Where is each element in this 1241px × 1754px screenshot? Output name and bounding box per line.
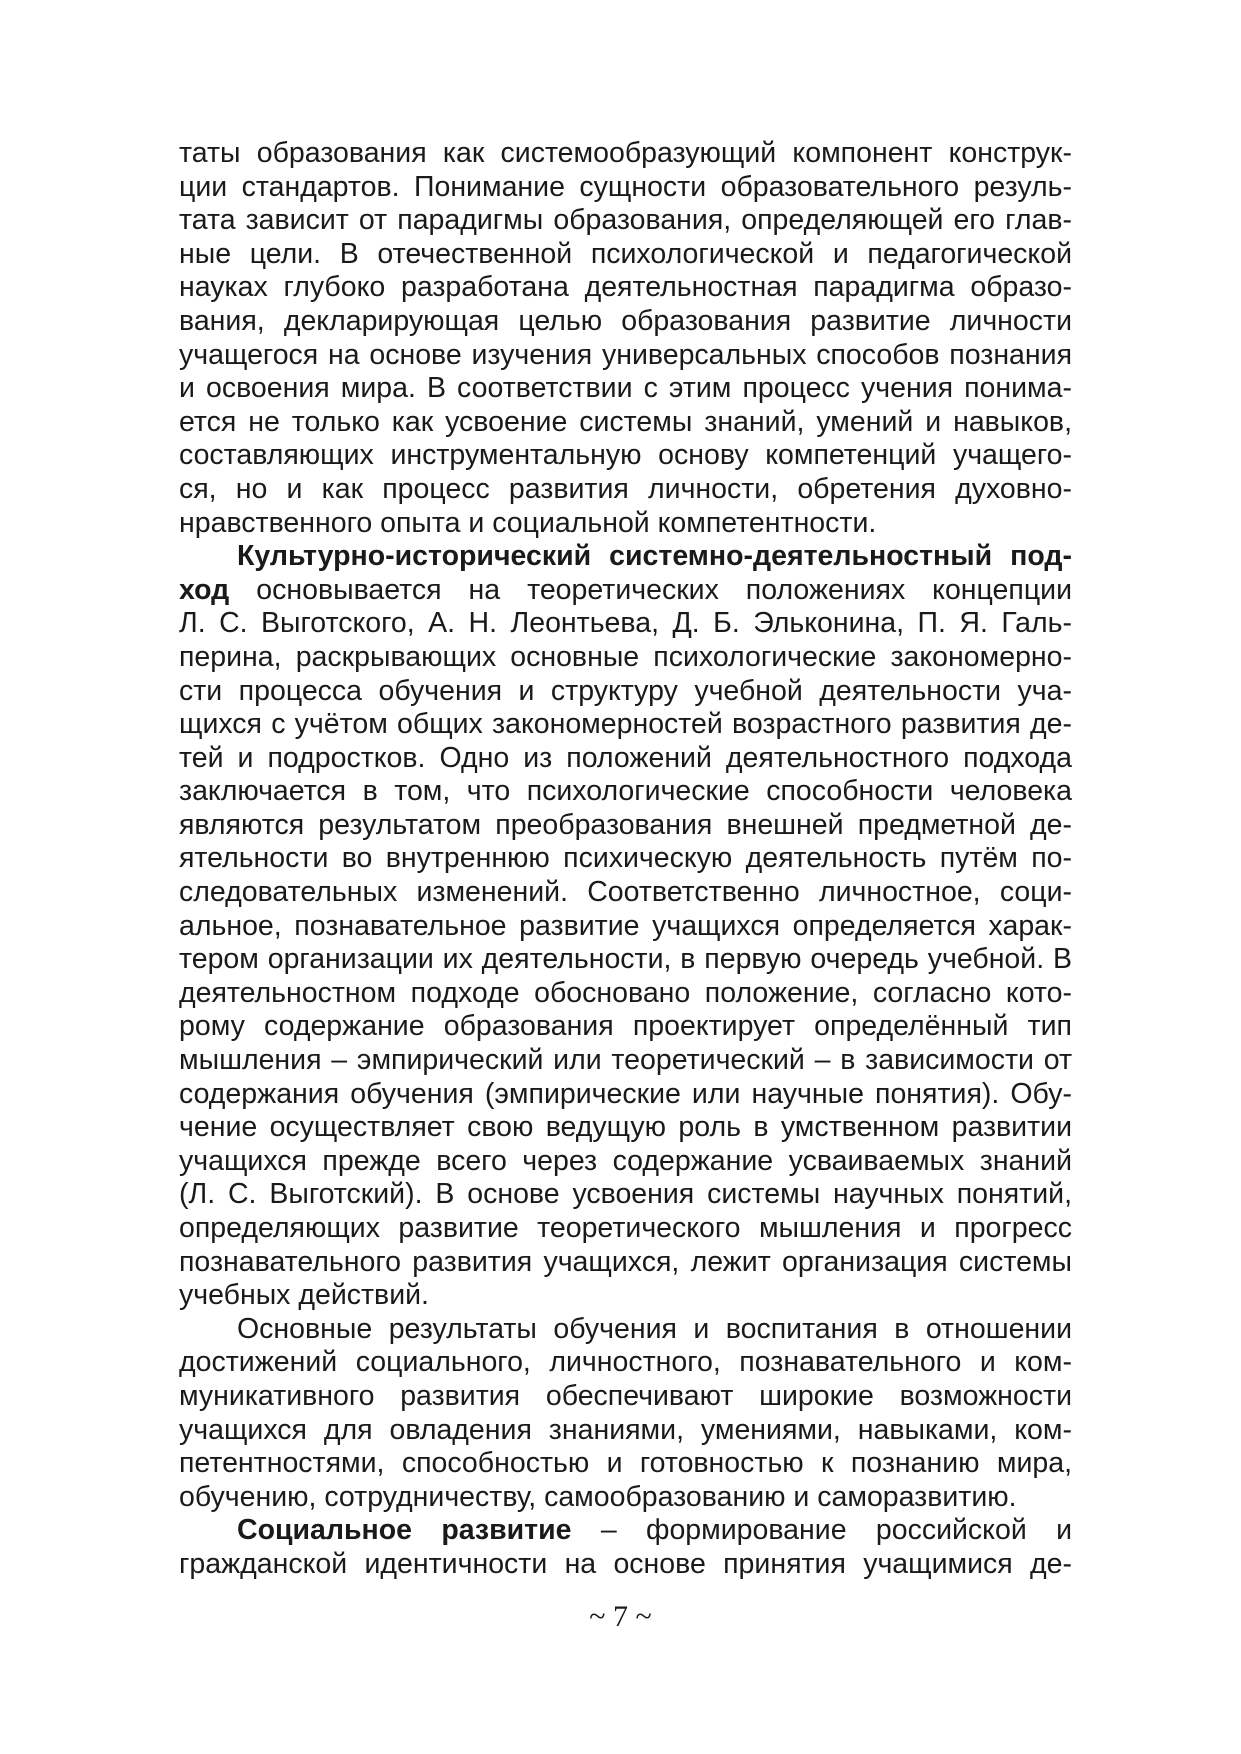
text-line: обучению, сотрудничеству, самообразованию и саморазвитию. xyxy=(179,1480,1017,1513)
text-line: познавательного развития учащихся, лежит организация системы xyxy=(179,1245,1072,1278)
text-fragment: основывается на теоретических положениях концепции xyxy=(256,573,1073,606)
text-line: ции стандартов. Понимание сущности образовательного резуль- xyxy=(179,170,1072,203)
text-line: заключается в том, что психологические способности человека xyxy=(179,775,1072,808)
text-fragment: – формирование российской и xyxy=(600,1514,1072,1547)
text-line: петентностями, способностью и готовностью к познанию мира, xyxy=(179,1447,1072,1480)
text-line: рому содержание образования проектирует определённый тип xyxy=(179,1010,1072,1043)
text-line xyxy=(179,1514,1072,1548)
page-body xyxy=(179,137,1072,1582)
text-line xyxy=(179,574,1072,608)
text-line: перина, раскрывающих основные психологические закономерно- xyxy=(179,640,1072,673)
text-line: науках глубоко разработана деятельностная парадигма образо- xyxy=(179,271,1072,304)
paragraph-continuation xyxy=(179,137,1072,540)
text-line: вания, декларирующая целью образования развитие личности xyxy=(179,304,1072,337)
text-line: составляющих инструментальную основу компетенций учащего- xyxy=(179,439,1072,472)
text-line: сти процесса обучения и структуру учебной деятельности уча- xyxy=(179,674,1072,707)
text-line: содержания обучения (эмпирические или научные понятия). Обу- xyxy=(179,1077,1072,1110)
text-line: определяющих развитие теоретического мышления и прогресс xyxy=(179,1212,1072,1244)
text-line: учащегося на основе изучения универсальных способов познания xyxy=(179,338,1072,371)
text-line: (Л. С. Выготский). В основе усвоения системы научных понятий, xyxy=(179,1178,1072,1211)
text-line: ятельности во внутреннюю психическую деятельность путём по- xyxy=(179,842,1072,875)
text-line: учебных действий. xyxy=(179,1279,429,1312)
text-line: мышления – эмпирический или теоретический – в зависимости от xyxy=(179,1044,1072,1077)
term-heading: Социальное развитие xyxy=(237,1514,572,1547)
text-line: муникативного развития обеспечивают широкие возможности xyxy=(179,1379,1072,1412)
text-line: и освоения мира. В соответствии с этим процесс учения понима- xyxy=(179,372,1072,405)
text-line: деятельностном подходе обосновано положение, согласно кото- xyxy=(179,976,1072,1009)
text-line: тером организации их деятельности, в первую очередь учебной. В xyxy=(179,943,1072,976)
text-line: ся, но и как процесс развития личности, обретения духовно- xyxy=(179,472,1072,505)
paragraph-main-results xyxy=(179,1313,1072,1515)
text-line: тата зависит от парадигмы образования, определяющей его глав- xyxy=(179,204,1072,237)
text-line: ные цели. В отечественной психологической и педагогической xyxy=(179,237,1072,270)
text-line: являются результатом преобразования внешней предметной де- xyxy=(179,808,1072,841)
text-line: таты образования как системообразующий компонент конструк- xyxy=(179,137,1072,169)
page-number: ~ 7 ~ xyxy=(589,1600,652,1633)
text-line: учащихся прежде всего через содержание усваиваемых знаний xyxy=(179,1144,1072,1177)
text-line: учащихся для овладения знаниями, умениями, навыками, ком- xyxy=(179,1413,1072,1446)
text-line: достижений социального, личностного, познавательного и ком- xyxy=(179,1346,1072,1379)
paragraph-cultural-historical-approach xyxy=(179,540,1072,1313)
text-line: нравственного опыта и социальной компетентности. xyxy=(179,506,877,539)
text-line: щихся с учётом общих закономерностей возрастного развития де- xyxy=(179,708,1072,741)
text-line: тей и подростков. Одно из положений деятельностного подхода xyxy=(179,741,1072,774)
text-line: ется не только как усвоение системы знаний, умений и навыков, xyxy=(179,405,1072,438)
text-line: гражданской идентичности на основе принятия учащимися де- xyxy=(179,1547,1072,1580)
text-line: альное, познавательное развитие учащихся определяется харак- xyxy=(179,909,1072,942)
text-line: чение осуществляет свою ведущую роль в умственном развитии xyxy=(179,1111,1072,1144)
text-line: Л. С. Выготского, А. Н. Леонтьева, Д. Б. Эльконина, П. Я. Галь- xyxy=(179,607,1072,640)
paragraph-social-development xyxy=(179,1514,1072,1581)
text-line: Основные результаты обучения и воспитания в отношении xyxy=(237,1312,1072,1345)
term-heading: Культурно-исторический системно-деятельностный под- xyxy=(237,540,1072,573)
term-heading-end: ход xyxy=(179,573,230,606)
text-line: следовательных изменений. Соответственно личностное, соци- xyxy=(179,876,1072,909)
